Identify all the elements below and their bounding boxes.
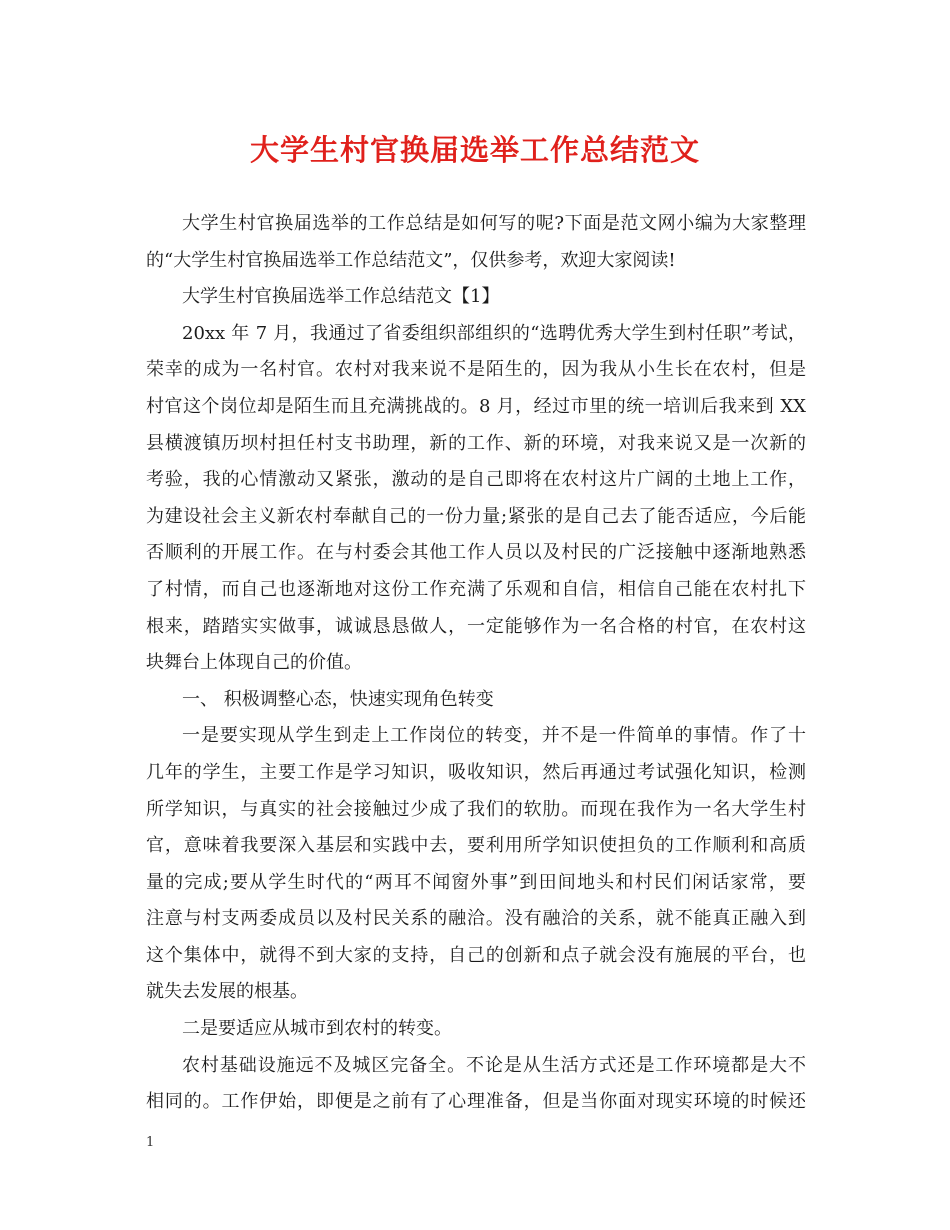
text-line: 农村基础设施远不及城区完备全。不论是从生活方式还是工作环境都是大不	[182, 1054, 806, 1076]
document-title: 大学生村官换届选举工作总结范文	[249, 133, 700, 167]
text-line: 村官这个岗位却是陌生而且充满挑战的。8 月，经过市里的统一培训后我来到 XX	[146, 395, 806, 417]
text-line: 荣幸的成为一名村官。农村对我来说不是陌生的，因为我从小生长在农村，但是	[146, 359, 806, 381]
text-line: 二是要适应从城市到农村的转变。	[182, 1018, 452, 1040]
text-line: 大学生村官换届选举工作总结范文【1】	[182, 286, 500, 308]
text-line: 县横渡镇历坝村担任村支书助理，新的工作、新的环境，对我来说又是一次新的	[146, 432, 806, 454]
text-line: 了村情，而自己也逐渐地对这份工作充满了乐观和自信，相信自己能在农村扎下	[146, 578, 806, 600]
text-line: 根来，踏踏实实做事，诚诚恳恳做人，一定能够作为一名合格的村官，在农村这	[146, 615, 806, 637]
text-line: 的“大学生村官换届选举工作总结范文”，仅供参考，欢迎大家阅读!	[146, 249, 676, 271]
page-number: 1	[146, 1135, 155, 1150]
document-body	[146, 206, 806, 1121]
text-line: 注意与村支两委成员以及村民关系的融洽。没有融洽的关系，就不能真正融入到	[146, 908, 806, 930]
text-line: 为建设社会主义新农村奉献自己的一份力量;紧张的是自己去了能否适应，今后能	[146, 505, 806, 527]
text-line: 大学生村官换届选举的工作总结是如何写的呢?下面是范文网小编为大家整理	[182, 213, 806, 234]
text-line: 20xx 年 7 月，我通过了省委组织部组织的“选聘优秀大学生到村任职”考试，	[182, 322, 806, 344]
text-line: 所学知识，与真实的社会接触过少成了我们的软肋。而现在我作为一名大学生村	[146, 798, 806, 820]
text-line: 相同的。工作伊始，即便是之前有了心理准备，但是当你面对现实环境的时候还	[146, 1091, 806, 1113]
text-line: 就失去发展的根基。	[146, 981, 308, 1003]
text-line: 官，意味着我要深入基层和实践中去，要利用所学知识使担负的工作顺利和高质	[146, 835, 806, 857]
text-line: 块舞台上体现自己的价值。	[146, 652, 362, 674]
text-line: 一、 积极调整心态，快速实现角色转变	[182, 688, 494, 710]
text-line: 这个集体中，就得不到大家的支持，自己的创新和点子就会没有施展的平台，也	[146, 944, 806, 966]
text-line: 考验，我的心情激动又紧张，激动的是自己即将在农村这片广阔的土地上工作，	[146, 469, 806, 491]
text-line: 一是要实现从学生到走上工作岗位的转变，并不是一件简单的事情。作了十	[182, 725, 806, 747]
text-line: 否顺利的开展工作。在与村委会其他工作人员以及村民的广泛接触中逐渐地熟悉	[146, 542, 806, 564]
text-line: 几年的学生，主要工作是学习知识，吸收知识，然后再通过考试强化知识，检测	[146, 761, 806, 783]
text-line: 量的完成;要从学生时代的“两耳不闻窗外事”到田间地头和村民们闲话家常，要	[146, 871, 806, 893]
